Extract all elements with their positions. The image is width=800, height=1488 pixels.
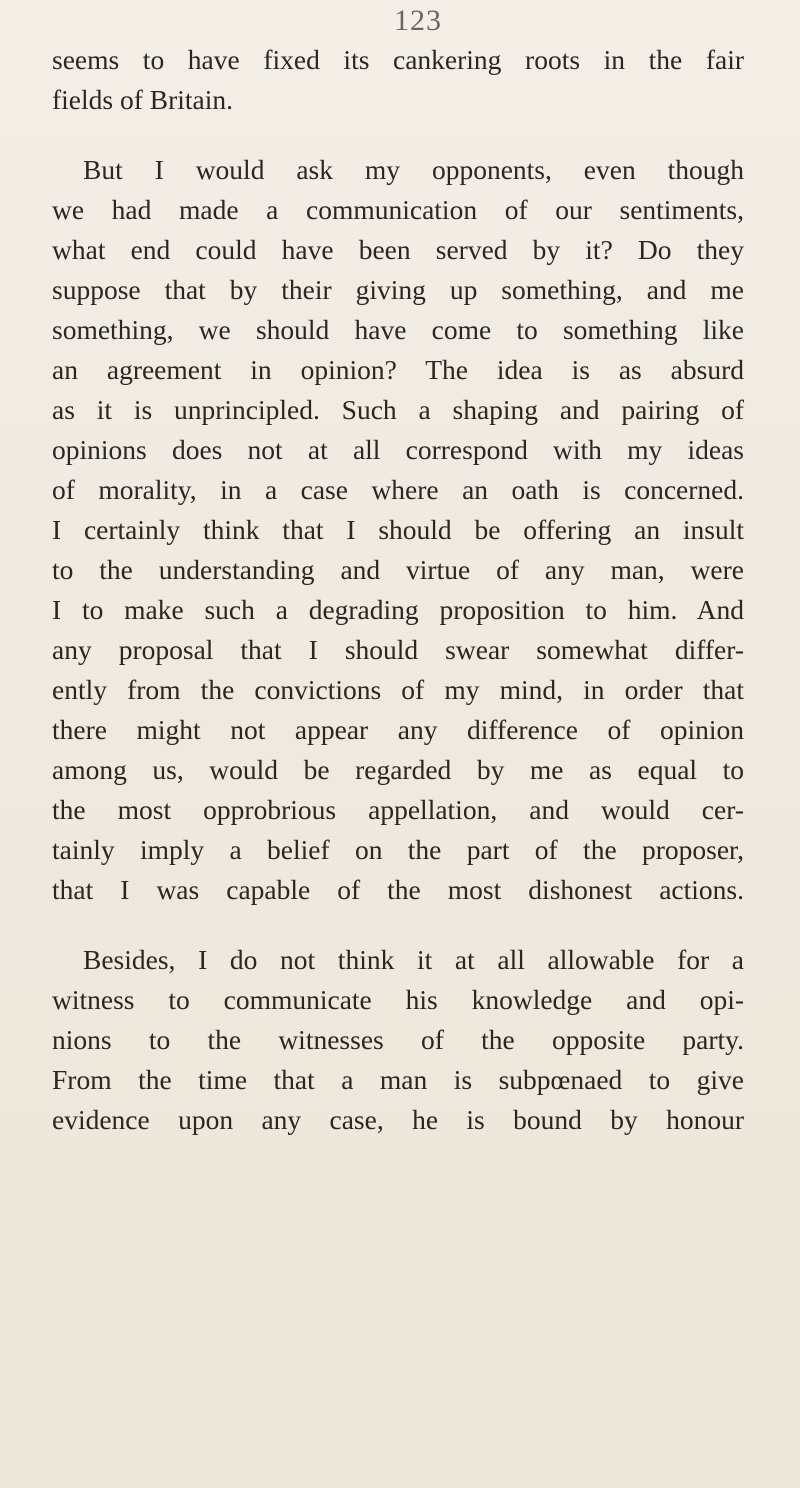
text-line: From the time that a man is subpœnaed to give	[52, 1064, 744, 1095]
paragraph-gap	[52, 910, 744, 940]
text-line: nions to the witnesses of the opposite party.	[52, 1024, 744, 1055]
text-line: any proposal that I should swear somewhat differ-	[52, 634, 744, 665]
text-line: fields of Britain.	[52, 84, 234, 115]
paragraph-3	[52, 940, 744, 1140]
paragraph-gap	[52, 120, 744, 150]
text-line: witness to communicate his knowledge and opi-	[52, 984, 744, 1015]
text-line: there might not appear any difference of opinion	[52, 714, 744, 745]
text-line: to the understanding and virtue of any man, were	[52, 554, 744, 585]
page-number: 123	[394, 4, 442, 37]
text-line: an agreement in opinion? The idea is as absurd	[52, 354, 744, 385]
text-line: I certainly think that I should be offering an insult	[52, 514, 744, 545]
text-line: ently from the convictions of my mind, in order that	[52, 674, 744, 705]
text-line: evidence upon any case, he is bound by honour	[52, 1104, 744, 1135]
body-text	[52, 40, 744, 1140]
paragraph-2	[52, 150, 744, 910]
text-line: as it is unprincipled. Such a shaping and pairing of	[52, 394, 744, 425]
text-line: seems to have fixed its cankering roots in the fair	[52, 44, 744, 75]
paragraph-1	[52, 40, 744, 120]
text-line: I to make such a degrading proposition to him. And	[52, 594, 744, 625]
text-line: something, we should have come to something like	[52, 314, 744, 345]
text-line: tainly imply a belief on the part of the proposer,	[52, 834, 744, 865]
text-line: Besides, I do not think it at all allowable for a	[83, 944, 744, 975]
text-line: suppose that by their giving up something, and me	[52, 274, 744, 305]
text-line: But I would ask my opponents, even though	[83, 154, 744, 185]
text-line: opinions does not at all correspond with my ideas	[52, 434, 744, 465]
text-line: that I was capable of the most dishonest actions.	[52, 874, 744, 905]
text-line: we had made a communication of our sentiments,	[52, 194, 744, 225]
text-line: among us, would be regarded by me as equal to	[52, 754, 744, 785]
text-line: the most opprobrious appellation, and would cer-	[52, 794, 744, 825]
text-line: of morality, in a case where an oath is concerned.	[52, 474, 744, 505]
text-line: what end could have been served by it? Do they	[52, 234, 744, 265]
